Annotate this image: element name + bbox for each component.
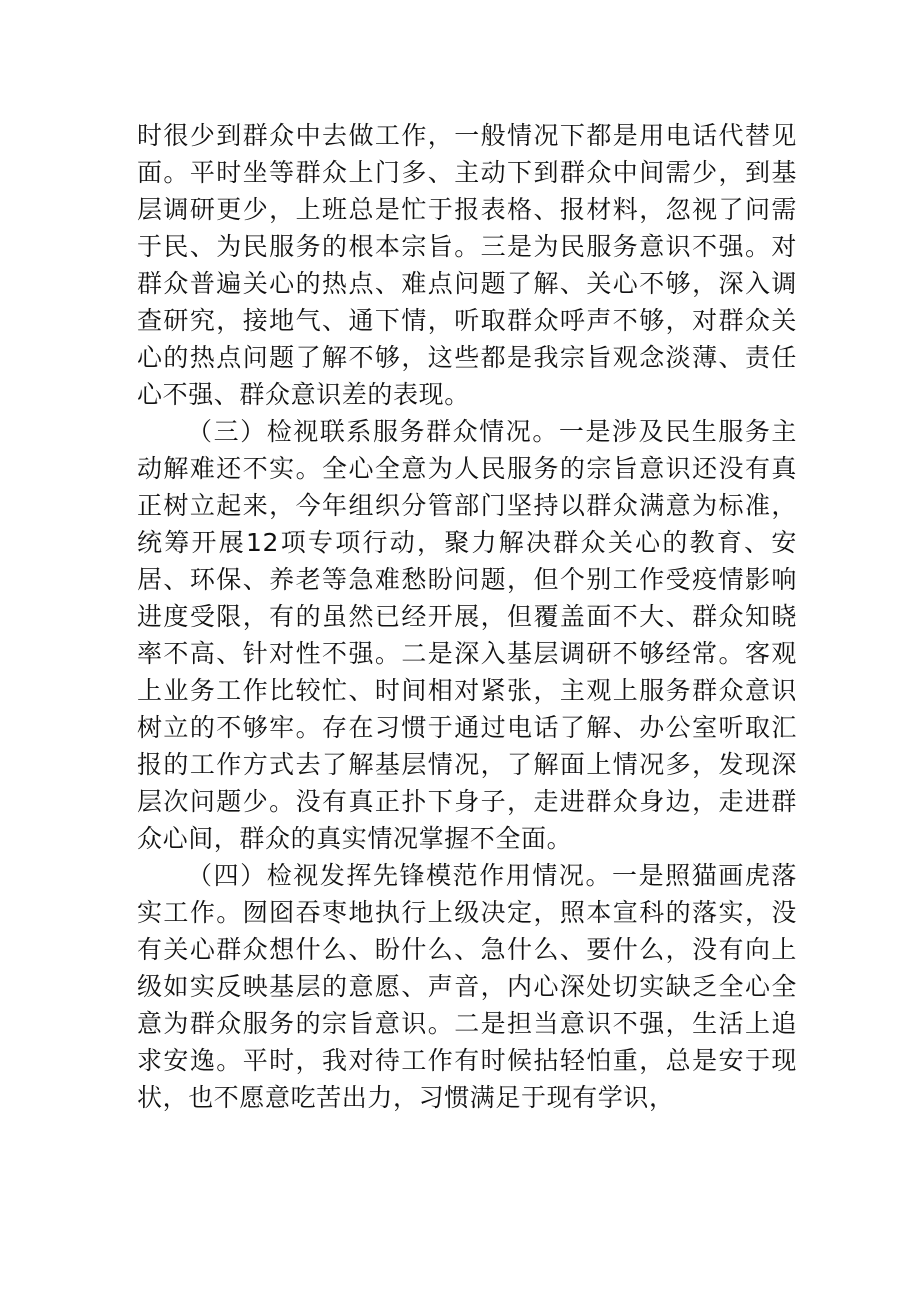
body-text: [137, 117, 797, 1116]
paragraph-continuation: 时很少到群众中去做工作，一般情况下都是用电话代替见面。平时坐等群众上门多、主动下到群众中间需少，到基层调研更少，上班总是忙于报表格、报材料，忽视了问需于民、为民服务的根本宗旨。三是为民服务意识不强。对群众普遍关心的热点、难点问题了解、关心不够，深入调查研究，接地气、通下情，听取群众呼声不够，对群众关心的热点问题了解不够，这些都是我宗旨观念淡薄、责任心不强、群众意识差的表现。: [137, 121, 797, 409]
paragraph-section-four: （四）检视发挥先锋模范作用情况。一是照猫画虎落实工作。囫囵吞枣地执行上级决定，照本宣科的落实，没有关心群众想什么、盼什么、急什么、要什么，没有向上级如实反映基层的意愿、声音，内心深处切实缺乏全心全意为群众服务的宗旨意识。二是担当意识不强，生活上追求安逸。平时，我对待工作有时候拈轻怕重，总是安于现状，也不愿意吃苦出力，习惯满足于现有学识，: [137, 861, 797, 1112]
paragraph-section-three: （三）检视联系服务群众情况。一是涉及民生服务主动解难还不实。全心全意为人民服务的宗旨意识还没有真正树立起来，今年组织分管部门坚持以群众满意为标准，统筹开展12项专项行动，聚力解决群众关心的教育、安居、环保、养老等急难愁盼问题，但个别工作受疫情影响进度受限，有的虽然已经开展，但覆盖面不大、群众知晓率不高、针对性不强。二是深入基层调研不够经常。客观上业务工作比较忙、时间相对紧张，主观上服务群众意识树立的不够牢。存在习惯于通过电话了解、办公室听取汇报的工作方式去了解基层情况，了解面上情况多，发现深层次问题少。没有真正扑下身子，走进群众身边，走进群众心间，群众的真实情况掌握不全面。: [137, 417, 797, 853]
